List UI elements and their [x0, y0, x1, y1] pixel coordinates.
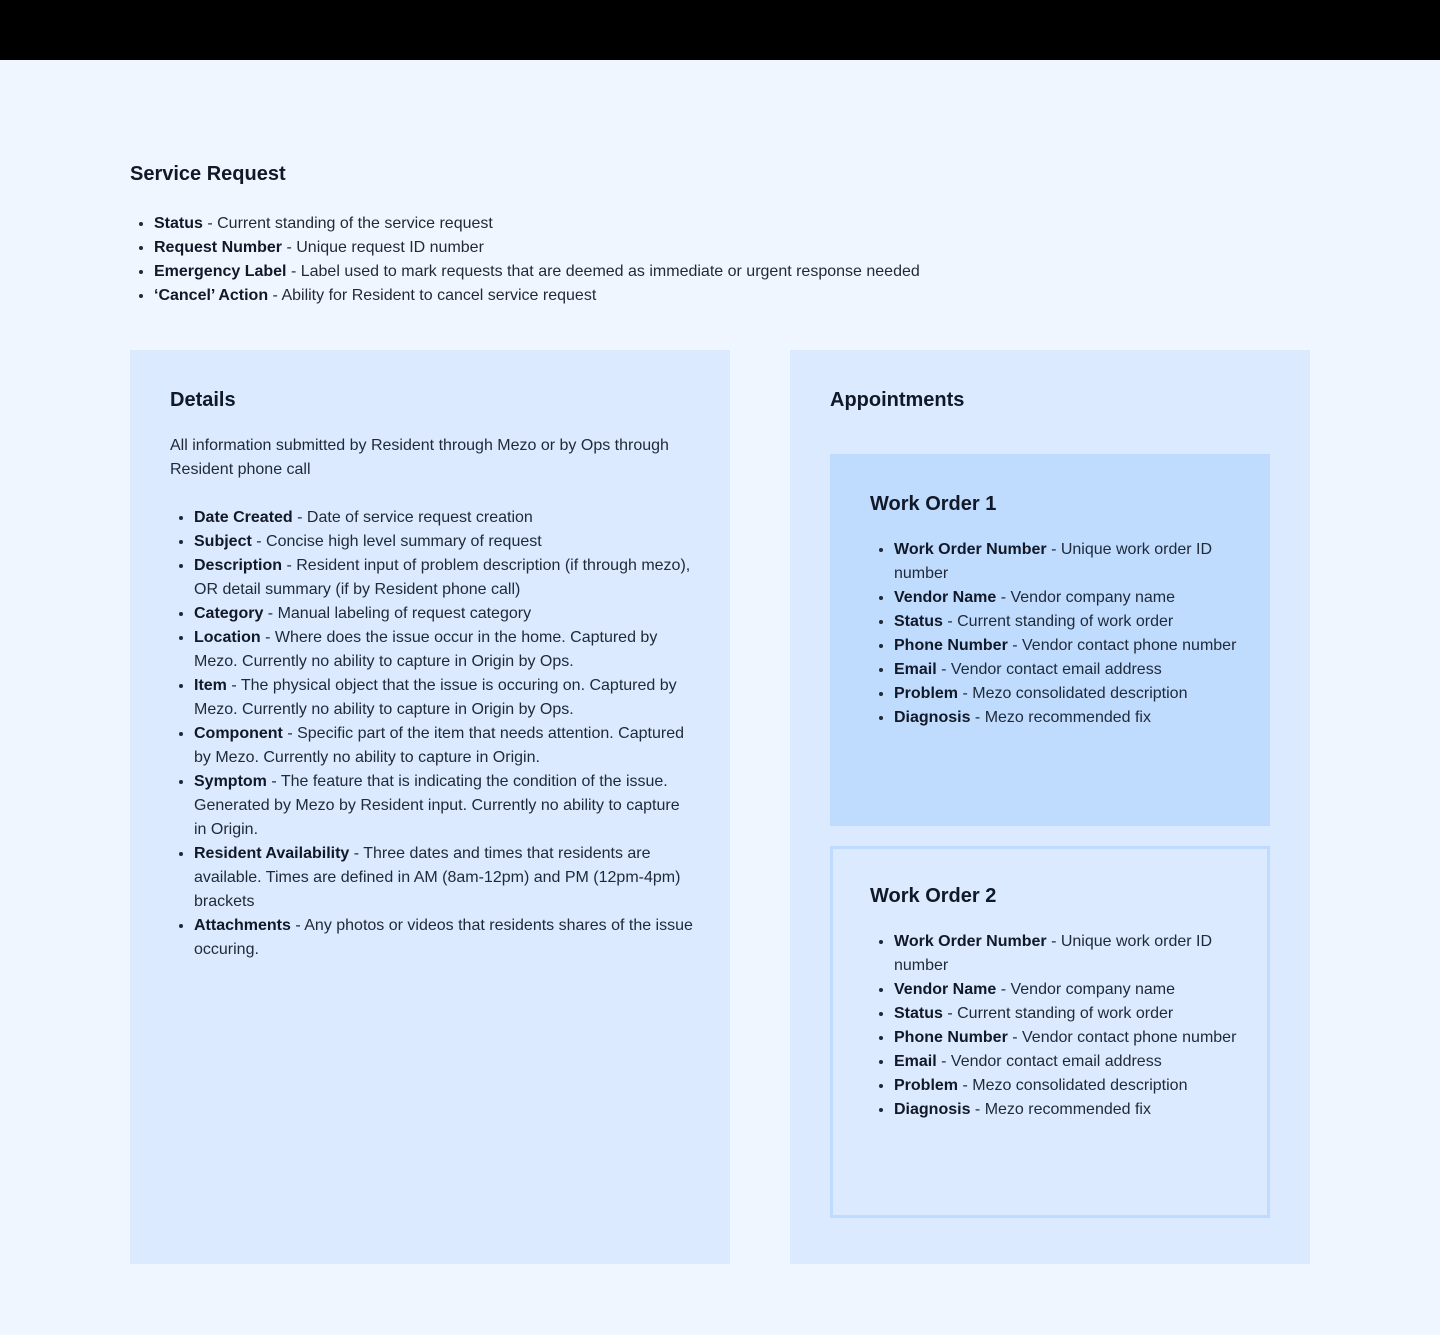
item-term: Vendor Name	[894, 981, 997, 998]
list-item	[194, 554, 694, 602]
list-item	[194, 626, 694, 674]
list-item	[154, 236, 1154, 260]
details-panel	[130, 350, 730, 1264]
list-item	[894, 1050, 1254, 1074]
list-item	[154, 260, 1154, 284]
item-desc: - Vendor company name	[996, 589, 1176, 606]
service-request-list	[130, 212, 1154, 308]
item-desc: - Manual labeling of request category	[263, 605, 532, 622]
appointments-panel	[790, 350, 1310, 1264]
item-term: Description	[194, 557, 283, 574]
item-term: Problem	[894, 685, 959, 702]
item-desc: - Vendor contact email address	[936, 661, 1162, 678]
item-desc: - Any photos or videos that residents shares of the issue occuring.	[194, 917, 693, 958]
item-desc: - Vendor contact email address	[936, 1053, 1162, 1070]
item-term: Email	[894, 1053, 937, 1070]
work-order-title: Work Order 1	[870, 493, 997, 515]
item-term: Attachments	[194, 917, 291, 934]
work-order-card-2	[830, 846, 1270, 1218]
item-term: Location	[194, 629, 261, 646]
item-term: Email	[894, 661, 937, 678]
item-term: Symptom	[194, 773, 267, 790]
top-bar	[0, 0, 1440, 60]
list-item	[894, 1074, 1254, 1098]
item-term: Status	[894, 1005, 943, 1022]
list-item	[894, 586, 1254, 610]
list-item	[894, 1098, 1254, 1122]
item-term: Subject	[194, 533, 252, 550]
work-order-list	[870, 930, 1254, 1122]
item-term: Work Order Number	[894, 541, 1047, 558]
item-desc: - The feature that is indicating the condition of the issue. Generated by Mezo by Resident input. Currently no ability to capture in Origin.	[194, 773, 680, 838]
item-desc: - Unique work order ID number	[894, 541, 1213, 582]
item-desc: - Vendor company name	[996, 981, 1176, 998]
list-item	[894, 682, 1254, 706]
list-item	[894, 706, 1254, 730]
item-term: Date Created	[194, 509, 293, 526]
list-item	[194, 674, 694, 722]
item-desc: - Where does the issue occur in the home. Captured by Mezo. Currently no ability to capture in Origin by Ops.	[194, 629, 658, 670]
details-description: All information submitted by Resident through Mezo or by Ops through Resident phone call	[170, 437, 669, 478]
details-list	[170, 506, 694, 962]
item-desc: - Three dates and times that residents are available. Times are defined in AM (8am-12pm) and PM (12pm-4pm) brackets	[194, 845, 681, 910]
item-desc: - Unique request ID number	[282, 239, 484, 256]
list-item	[894, 1002, 1254, 1026]
item-term: Status	[154, 215, 203, 232]
item-desc: - Current standing of the service request	[202, 215, 493, 232]
item-term: Item	[194, 677, 227, 694]
list-item	[894, 658, 1254, 682]
item-term: Status	[894, 613, 943, 630]
item-desc: - Concise high level summary of request	[251, 533, 542, 550]
item-desc: - Date of service request creation	[292, 509, 533, 526]
item-desc: - Specific part of the item that needs attention. Captured by Mezo. Currently no ability to capture in Origin.	[194, 725, 684, 766]
list-item	[154, 284, 1154, 308]
list-item	[894, 610, 1254, 634]
list-item	[154, 212, 1154, 236]
item-term: Work Order Number	[894, 933, 1047, 950]
item-term: Resident Availability	[194, 845, 350, 862]
item-term: Diagnosis	[894, 1101, 971, 1118]
work-order-list	[870, 538, 1254, 730]
item-desc: - Current standing of work order	[942, 613, 1174, 630]
work-order-title: Work Order 2	[870, 885, 997, 907]
list-item	[194, 842, 694, 914]
list-item	[194, 530, 694, 554]
item-desc: - Resident input of problem description (if through mezo), OR detail summary (if by Resident phone call)	[194, 557, 691, 598]
list-item	[194, 722, 694, 770]
item-term: Phone Number	[894, 1029, 1008, 1046]
item-term: Request Number	[154, 239, 283, 256]
item-term: Component	[194, 725, 283, 742]
details-title: Details	[170, 389, 236, 411]
list-item	[894, 538, 1254, 586]
item-desc: - Ability for Resident to cancel service request	[268, 287, 597, 304]
item-desc: - Unique work order ID number	[894, 933, 1213, 974]
appointments-title: Appointments	[830, 389, 965, 411]
item-desc: - Label used to mark requests that are deemed as immediate or urgent response needed	[286, 263, 920, 280]
list-item	[194, 770, 694, 842]
service-request-title: Service Request	[130, 163, 286, 185]
work-order-card-1	[830, 454, 1270, 826]
item-desc: - Mezo consolidated description	[958, 685, 1188, 702]
item-term: Phone Number	[894, 637, 1008, 654]
list-item	[894, 634, 1254, 658]
list-item	[194, 506, 694, 530]
item-desc: - Mezo consolidated description	[958, 1077, 1188, 1094]
list-item	[894, 1026, 1254, 1050]
item-desc: - Current standing of work order	[942, 1005, 1174, 1022]
item-term: Diagnosis	[894, 709, 971, 726]
item-desc: - Vendor contact phone number	[1007, 1029, 1237, 1046]
item-desc: - Vendor contact phone number	[1007, 637, 1237, 654]
item-desc: - Mezo recommended fix	[970, 709, 1151, 726]
item-desc: - Mezo recommended fix	[970, 1101, 1151, 1118]
list-item	[894, 978, 1254, 1002]
list-item	[194, 914, 694, 962]
list-item	[894, 930, 1254, 978]
item-term: Emergency Label	[154, 263, 287, 280]
item-term: Problem	[894, 1077, 959, 1094]
item-term: Vendor Name	[894, 589, 997, 606]
list-item	[194, 602, 694, 626]
item-term: ‘Cancel’ Action	[154, 287, 269, 304]
item-term: Category	[194, 605, 264, 622]
item-desc: - The physical object that the issue is occuring on. Captured by Mezo. Currently no ability to capture in Origin by Ops.	[194, 677, 677, 718]
